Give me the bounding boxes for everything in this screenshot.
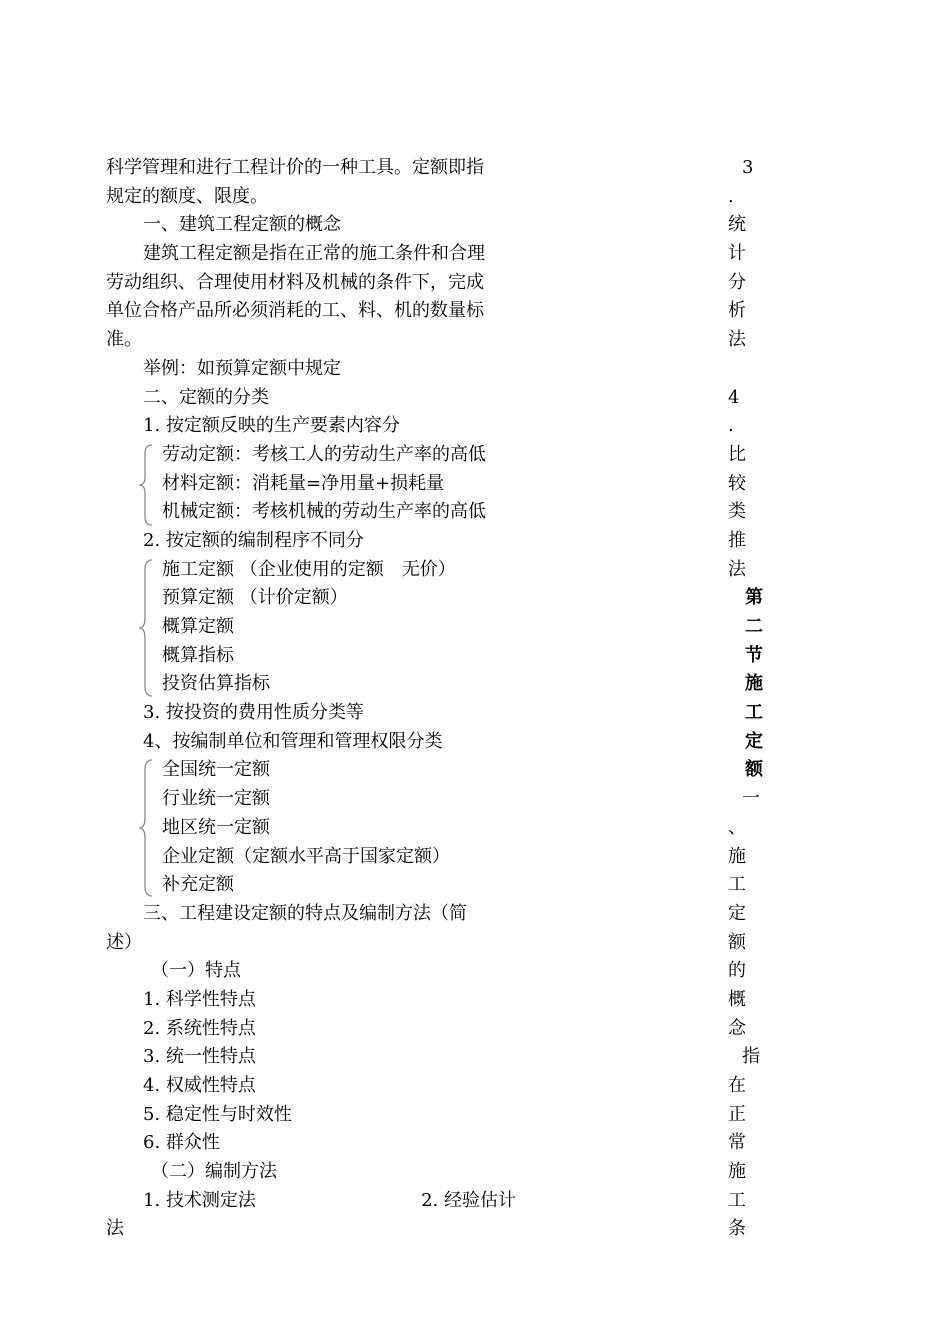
list-item: 行业统一定额 — [162, 788, 270, 810]
vertical-heading-char: 节 — [745, 644, 763, 666]
method-2: 2. 经验估计 — [421, 1189, 516, 1211]
vertical-char: 指 — [742, 1046, 760, 1068]
right-vertical-column — [728, 154, 768, 1244]
feature-item: 2. 系统性特点 — [143, 1017, 256, 1039]
vertical-heading-char: 施 — [745, 673, 763, 695]
feature-item: 5. 稳定性与时效性 — [143, 1103, 292, 1125]
section-1-para-line-2: 劳动组织、合理使用材料及机械的条件下，完成 — [106, 271, 484, 293]
brace-icon — [138, 443, 156, 527]
intro-line-1: 科学管理和进行工程计价的一种工具。定额即指 — [106, 157, 484, 178]
vertical-char: . — [728, 415, 734, 437]
vertical-char: 析 — [728, 300, 746, 322]
list-item: 概算指标 — [162, 644, 234, 666]
vertical-char: 定 — [728, 902, 746, 924]
vertical-char: 法 — [728, 558, 746, 580]
vertical-char: 分 — [728, 271, 746, 293]
list-item: 补充定额 — [162, 874, 234, 896]
vertical-char: 概 — [728, 988, 746, 1010]
vertical-char: 额 — [728, 931, 746, 953]
category-4-title: 4、按编制单位和管理和管理权限分类 — [143, 730, 443, 752]
vertical-char: 较 — [728, 472, 746, 494]
feature-item: 4. 权威性特点 — [143, 1075, 256, 1096]
list-item: 劳动定额：考核工人的劳动生产率的高低 — [162, 443, 486, 465]
vertical-char: 在 — [728, 1075, 746, 1096]
category-4-list — [106, 756, 516, 899]
features-title: （一）特点 — [151, 960, 241, 982]
vertical-char: 工 — [728, 1189, 746, 1211]
vertical-char: 常 — [728, 1132, 746, 1154]
vertical-char: 比 — [728, 443, 746, 465]
vertical-char: 统 — [728, 214, 746, 236]
methods-line — [106, 1187, 516, 1216]
list-item: 全国统一定额 — [162, 759, 270, 781]
intro-line-2: 规定的额度、限度。 — [106, 185, 268, 207]
feature-item: 6. 群众性 — [143, 1132, 220, 1154]
vertical-char: 法 — [728, 329, 746, 351]
vertical-char: 一 — [742, 788, 760, 810]
methods-title: （二）编制方法 — [151, 1161, 277, 1183]
left-column — [106, 154, 516, 1244]
category-1-title: 1. 按定额反映的生产要素内容分 — [143, 415, 400, 437]
vertical-char: 工 — [728, 874, 746, 896]
vertical-char: 的 — [728, 960, 746, 982]
vertical-char: 正 — [728, 1103, 746, 1125]
feature-item: 1. 科学性特点 — [143, 988, 256, 1010]
section-3-title-line-2: 述） — [106, 931, 142, 953]
section-1-para-line-4: 准。 — [106, 329, 142, 351]
vertical-char: 计 — [728, 243, 746, 265]
section-2-title: 二、定额的分类 — [143, 386, 269, 408]
brace-icon — [138, 558, 156, 698]
vertical-heading-char: 额 — [745, 759, 763, 781]
vertical-char: 4 — [728, 386, 740, 408]
section-1-para-line-3: 单位合格产品所必须消耗的工、料、机的数量标 — [106, 300, 484, 322]
vertical-heading-char: 第 — [745, 587, 763, 609]
vertical-char: 施 — [728, 1161, 746, 1183]
vertical-char: . — [728, 185, 734, 207]
vertical-char: 类 — [728, 501, 746, 523]
category-2-list — [106, 556, 516, 699]
vertical-char: 念 — [728, 1017, 746, 1039]
list-item: 企业定额（定额水平高于国家定额） — [162, 845, 450, 867]
brace-icon — [138, 758, 156, 898]
example-line: 举例：如预算定额中规定 — [143, 357, 341, 379]
vertical-char: 3 — [742, 157, 754, 178]
vertical-char: 施 — [728, 845, 746, 867]
category-1-list — [106, 441, 516, 527]
list-item: 投资估算指标 — [162, 673, 270, 695]
feature-item: 3. 统一性特点 — [143, 1046, 256, 1068]
vertical-heading-char: 工 — [745, 702, 763, 724]
list-item: 预算定额 （计价定额） — [162, 587, 348, 609]
vertical-char: 推 — [728, 529, 746, 551]
category-3-title: 3. 按投资的费用性质分类等 — [143, 702, 364, 724]
list-item: 机械定额：考核机械的劳动生产率的高低 — [162, 501, 486, 523]
section-3-title-line-1: 三、工程建设定额的特点及编制方法（简 — [143, 902, 467, 924]
list-item: 施工定额 （企业使用的定额 无价） — [162, 558, 456, 580]
method-2-continued: 法 — [106, 1218, 124, 1240]
list-item: 材料定额：消耗量=净用量+损耗量 — [162, 472, 445, 494]
vertical-char: 、 — [728, 816, 746, 838]
vertical-char: 条 — [728, 1218, 746, 1240]
list-item: 地区统一定额 — [162, 816, 270, 838]
spacer — [728, 355, 768, 384]
list-item: 概算定额 — [162, 616, 234, 637]
vertical-heading-char: 二 — [745, 616, 763, 637]
section-1-para-line-1: 建筑工程定额是指在正常的施工条件和合理 — [143, 243, 485, 265]
category-2-title: 2. 按定额的编制程序不同分 — [143, 529, 364, 551]
vertical-heading-char: 定 — [745, 730, 763, 752]
method-1: 1. 技术测定法 — [143, 1189, 256, 1211]
section-1-title: 一、建筑工程定额的概念 — [143, 214, 341, 236]
